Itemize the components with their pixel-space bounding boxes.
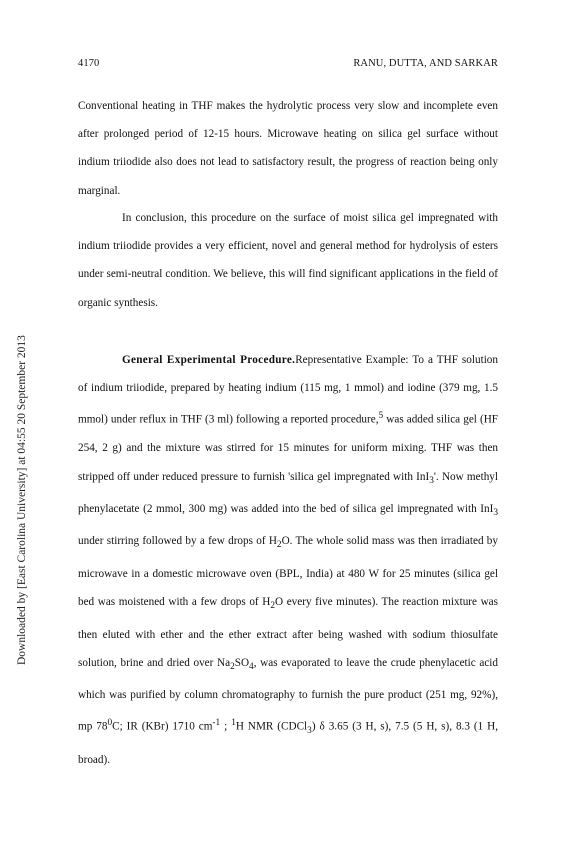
reference-marker: 5 [378, 411, 384, 422]
paragraph-text: Conventional heating in THF makes the hydrolytic process very slow and incomplete even after prolonged period of 12-15 hours. Microwave heating on silica gel surface without indium triiodide also does not lead to satisfactory result, the progress of reaction being only marginal. [78, 100, 498, 197]
section-heading: General Experimental Procedure. [122, 354, 296, 366]
paragraph-conclusion [78, 204, 498, 317]
download-watermark: Downloaded by [East Carolina University] at 04:55 20 September 2013 [16, 335, 28, 665]
paragraph-heating [78, 92, 498, 205]
paragraph-experimental [78, 346, 498, 774]
running-head: RANU, DUTTA, AND SARKAR [353, 58, 498, 69]
paragraph-text: General Experimental Procedure.Representative Example: To a THF solution of indium triiodide, prepared by heating indium (115 mg, 1 mmol) and iodine (379 mg, 1.5 mmol) under reflux in THF (3 ml) following a reported procedure,$^5$ was added silica gel (HF 254, 2 g) and the mixture was stirred for 15 minutes for uniform mixing. THF was then stripped off under reduced pressure to furnish 'silica gel impregnated with InI$_3$'. Now methyl phenylacetate (2 mmol, 300 mg) was added into the bed of silica gel impregnated with InI$_3$ under stirring followed by a few drops of $H_2O$. The whole solid mass was then irradiated by microwave in a domestic microwave oven (BPL, India) at 480 W for 25 minutes (silica gel bed was moistened with a few drops of $H_2O$ every five minutes). The reaction mixture was then eluted with ether and the ether extract after being washed with sodium thiosulfate solution, brine and dried over $Na_2SO_4$, was evaporated to leave the crude phenylacetic acid which was purified by column chromatography to furnish the pure product (251 mg, 92%), mp $78^0C$; IR (KBr) 1710 $cm^{-1}$ ; $^1$H NMR (CDCl$_3$) δ 3.65 (3 H, s), 7.5 (5 H, s), 8.3 (1 H, broad). [78, 354, 499, 766]
page-number: 4170 [78, 58, 100, 69]
paragraph-text: In conclusion, this procedure on the surface of moist silica gel impregnated with indium triiodide provides a very efficient, novel and general method for hydrolysis of esters under semi-neutral condition. We believe, this will find significant applications in the field of organic synthesis. [78, 212, 498, 309]
